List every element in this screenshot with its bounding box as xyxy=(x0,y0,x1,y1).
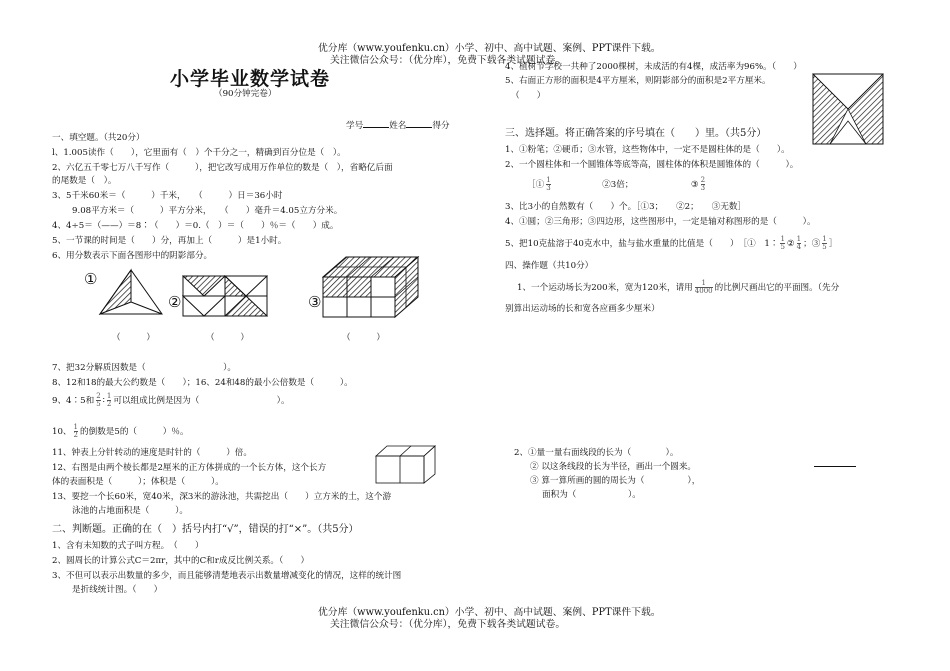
question-10 xyxy=(52,424,189,439)
question-1: l、1.005读作（ ），它里面有（ ）个千分之一，精确到百分位是（ ）。 xyxy=(52,148,346,158)
fraction-1-2: $\frac{1}{2}$ xyxy=(73,423,78,439)
footer-line-2: 关注微信公众号：（优分库），免费下载各类试题试卷。 xyxy=(330,619,566,630)
option-3-prefix: ③ xyxy=(690,180,699,190)
choice-2-options xyxy=(527,177,707,192)
exam-title: 小学毕业数学试卷 xyxy=(170,68,331,90)
operation-1 xyxy=(517,280,839,295)
q10-suffix: 的倒数是5的（ ）％。 xyxy=(80,427,189,437)
figure-2-label: ② xyxy=(168,293,182,311)
question-3-line-1: 3、5千米60米＝（ ）千米， （ ）日＝36小时 xyxy=(52,191,283,201)
measure-line-segment xyxy=(814,466,856,467)
judge-2: 2、圆周长的计算公式C＝2πr，其中的C和r成反比例关系。（ ） xyxy=(52,556,310,566)
header-line-2: 关注微信公众号：（优分库），免费下载各类试题试卷。 xyxy=(330,55,566,66)
question-2-line-1: 2、六亿五千零七万八千写作（ ），把它改写成用万作单位的数是（ ），省略亿后面 xyxy=(52,163,393,173)
choice-3: 3、比3小的自然数有（ ）个。［①3； ②2； ③无数］ xyxy=(505,202,747,212)
figure-2-answer[interactable]: （ ） xyxy=(206,333,249,343)
student-id-label: 学号 xyxy=(346,121,364,131)
question-13-line-1: 13、要挖一个长60米，宽40米，深3米的游泳池，共需挖出（ ）立方米的土，这个游 xyxy=(52,492,392,502)
figure-1-label: ① xyxy=(84,270,98,288)
figure-1-triangle xyxy=(98,268,164,316)
operation-1-line-2: 别算出运动场的长和宽各应画多少厘米） xyxy=(505,304,660,314)
fraction-1-2: $\frac{1}{2}$ xyxy=(106,392,112,408)
footer-line-1: 优分库（www.youfenku.cn）小学、初中、高中试题、案例、PPT课件下载。 xyxy=(318,607,661,618)
student-name-label: 姓名 xyxy=(389,121,407,131)
fraction-1-4000: $\frac{1}{4000}$ xyxy=(694,279,713,295)
question-5: 5、一节课的时间是（ ）分，再加上（ ）是1小时。 xyxy=(52,236,287,246)
question-3-line-2: 9.08平方米＝（ ）平方分米， （ ）毫升＝4.05立方分米。 xyxy=(72,206,343,216)
two-cubes-figure xyxy=(375,444,437,484)
figure-3-answer[interactable]: （ ） xyxy=(342,333,385,343)
question-4: 4、4÷5＝（——）＝8∶（ ）＝0.（ ）＝（ ）％＝（ ）成。 xyxy=(52,221,339,231)
question-9: 9、4∶5和 $\frac{2}{5}$ ∶ $\frac{1}{2}$ 可以组成比例是因为（ ）。 xyxy=(52,392,290,408)
fraction-2-3: $\frac{2}{3}$ xyxy=(700,176,706,192)
operation-1-suffix: 的比例尺画出它的平面图。（先分 xyxy=(714,283,840,293)
fraction-1-5-b: $\frac{1}{5}$ xyxy=(822,235,827,251)
score-label: 得分 xyxy=(432,121,450,131)
judge-5-answer[interactable]: （ ） xyxy=(511,91,546,101)
question-12-line-1: 12、右图是由两个棱长都是2厘米的正方体拼成的一个长方体，这个长方 xyxy=(52,463,327,473)
question-2-line-2: 的尾数是（ ）。 xyxy=(52,176,117,186)
section-multiple-choice: 三、选择题。将正确答案的序号填在（ ）里。（共5分） xyxy=(505,128,767,139)
figure-3-label: ③ xyxy=(308,293,322,311)
operation-1-prefix: 1、一个运动场长为200米，宽为120米，请用 xyxy=(517,283,693,293)
choice-5: 5、把10克盐溶于40克水中，盐与盐水重量的比值是（ ） ［① 1∶ $\frac{1}{5}$ ② $\frac{1}{4}$ ；③ $\frac{1}{5}$ ］ xyxy=(505,235,838,251)
square-shaded-figure xyxy=(812,73,884,145)
choice-2: 2、一个圆柱体和一个圆锥体等底等高，圆柱体的体积是圆锥体的（ ）。 xyxy=(505,160,799,170)
fraction-2-5: $\frac{2}{5}$ xyxy=(96,392,101,408)
student-info-row xyxy=(346,119,450,132)
question-7: 7、把32分解质因数是（ ）。 xyxy=(52,363,236,373)
option-1-prefix: ［① xyxy=(527,180,545,190)
section-true-false: 二、判断题。正确的在（ ）括号内打“√”，错误的打“×”。（共5分） xyxy=(52,524,359,535)
question-13-line-2: 泳池的占地面积是（ ）。 xyxy=(72,506,189,516)
judge-3-line-2: 是折线统计图。（ ） xyxy=(72,585,163,595)
judge-3-line-1: 3、不但可以表示出数量的多少，而且能够清楚地表示出数量增减变化的情况，这样的统计图 xyxy=(52,571,402,581)
choice-1: 1、①粉笔；②硬币；③水管，这些物体中，一定不是圆柱体的是（ ）。 xyxy=(505,145,790,155)
choice-5-prefix: 5、把10克盐溶于40克水中，盐与盐水重量的比值是（ ） ［① 1∶ xyxy=(505,239,779,249)
question-8: 8、12和18的最大公约数是（ ）；16、24和48的最小公倍数是（ ）。 xyxy=(52,378,353,388)
fraction-1-5: $\frac{1}{5}$ xyxy=(780,235,785,251)
question-11: 11、钟表上分针转动的速度是时针的（ ）倍。 xyxy=(52,448,252,458)
figure-1-answer[interactable]: （ ） xyxy=(112,333,155,343)
figure-3-cuboid xyxy=(322,255,420,319)
q9-prefix: 9、4∶5和 xyxy=(52,396,95,406)
judge-5: 5、右面正方形的面积是4平方厘米，则阴影部分的面积是2平方厘米。 xyxy=(505,76,771,86)
option-2: ②3倍； xyxy=(602,180,634,190)
header-line-1: 优分库（www.youfenku.cn）小学、初中、高中试题、案例、PPT课件下载。 xyxy=(318,43,661,54)
question-12-line-2: 体的表面积是（ ）；体积是（ ）。 xyxy=(52,477,224,487)
operation-2: 2、①量一量右面线段的长为（ ）。 xyxy=(514,448,679,458)
q10-prefix: 10、 xyxy=(52,427,72,437)
section-fill-in: 一、填空题。（共20分） xyxy=(52,133,145,143)
judge-1: 1、含有未知数的式子叫方程。 （ ） xyxy=(52,541,204,551)
student-id-blank[interactable] xyxy=(363,119,389,128)
exam-subtitle: （90分钟完卷） xyxy=(214,89,277,99)
judge-4: 4、植树节学校一共种了2000棵树，未成活的有4棵，成活率为96%。（ ） xyxy=(505,62,802,72)
choice-4: 4、①圆；②三角形；③四边形，这些图形中，一定是轴对称图形的是（ ）。 xyxy=(505,217,816,227)
fraction-1-3: $\frac{1}{3}$ xyxy=(546,176,551,192)
figure-2-rectangle xyxy=(182,275,268,317)
q9-suffix: 可以组成比例是因为（ ）。 xyxy=(113,396,290,406)
operation-2-area: 面积为（ ）。 xyxy=(542,490,641,500)
question-6: 6、用分数表示下面各图形中的阴影部分。 xyxy=(52,251,213,261)
operation-2-step-2: ② 以这条线段的长为半径，画出一个圆来。 xyxy=(530,462,697,472)
fraction-1-4: $\frac{1}{4}$ xyxy=(796,235,802,251)
operation-2-step-3: ③ 算一算所画的圆的周长为（ ）， xyxy=(530,476,701,486)
student-name-blank[interactable] xyxy=(406,119,432,128)
section-operation: 四、操作题（共10分） xyxy=(505,261,594,271)
